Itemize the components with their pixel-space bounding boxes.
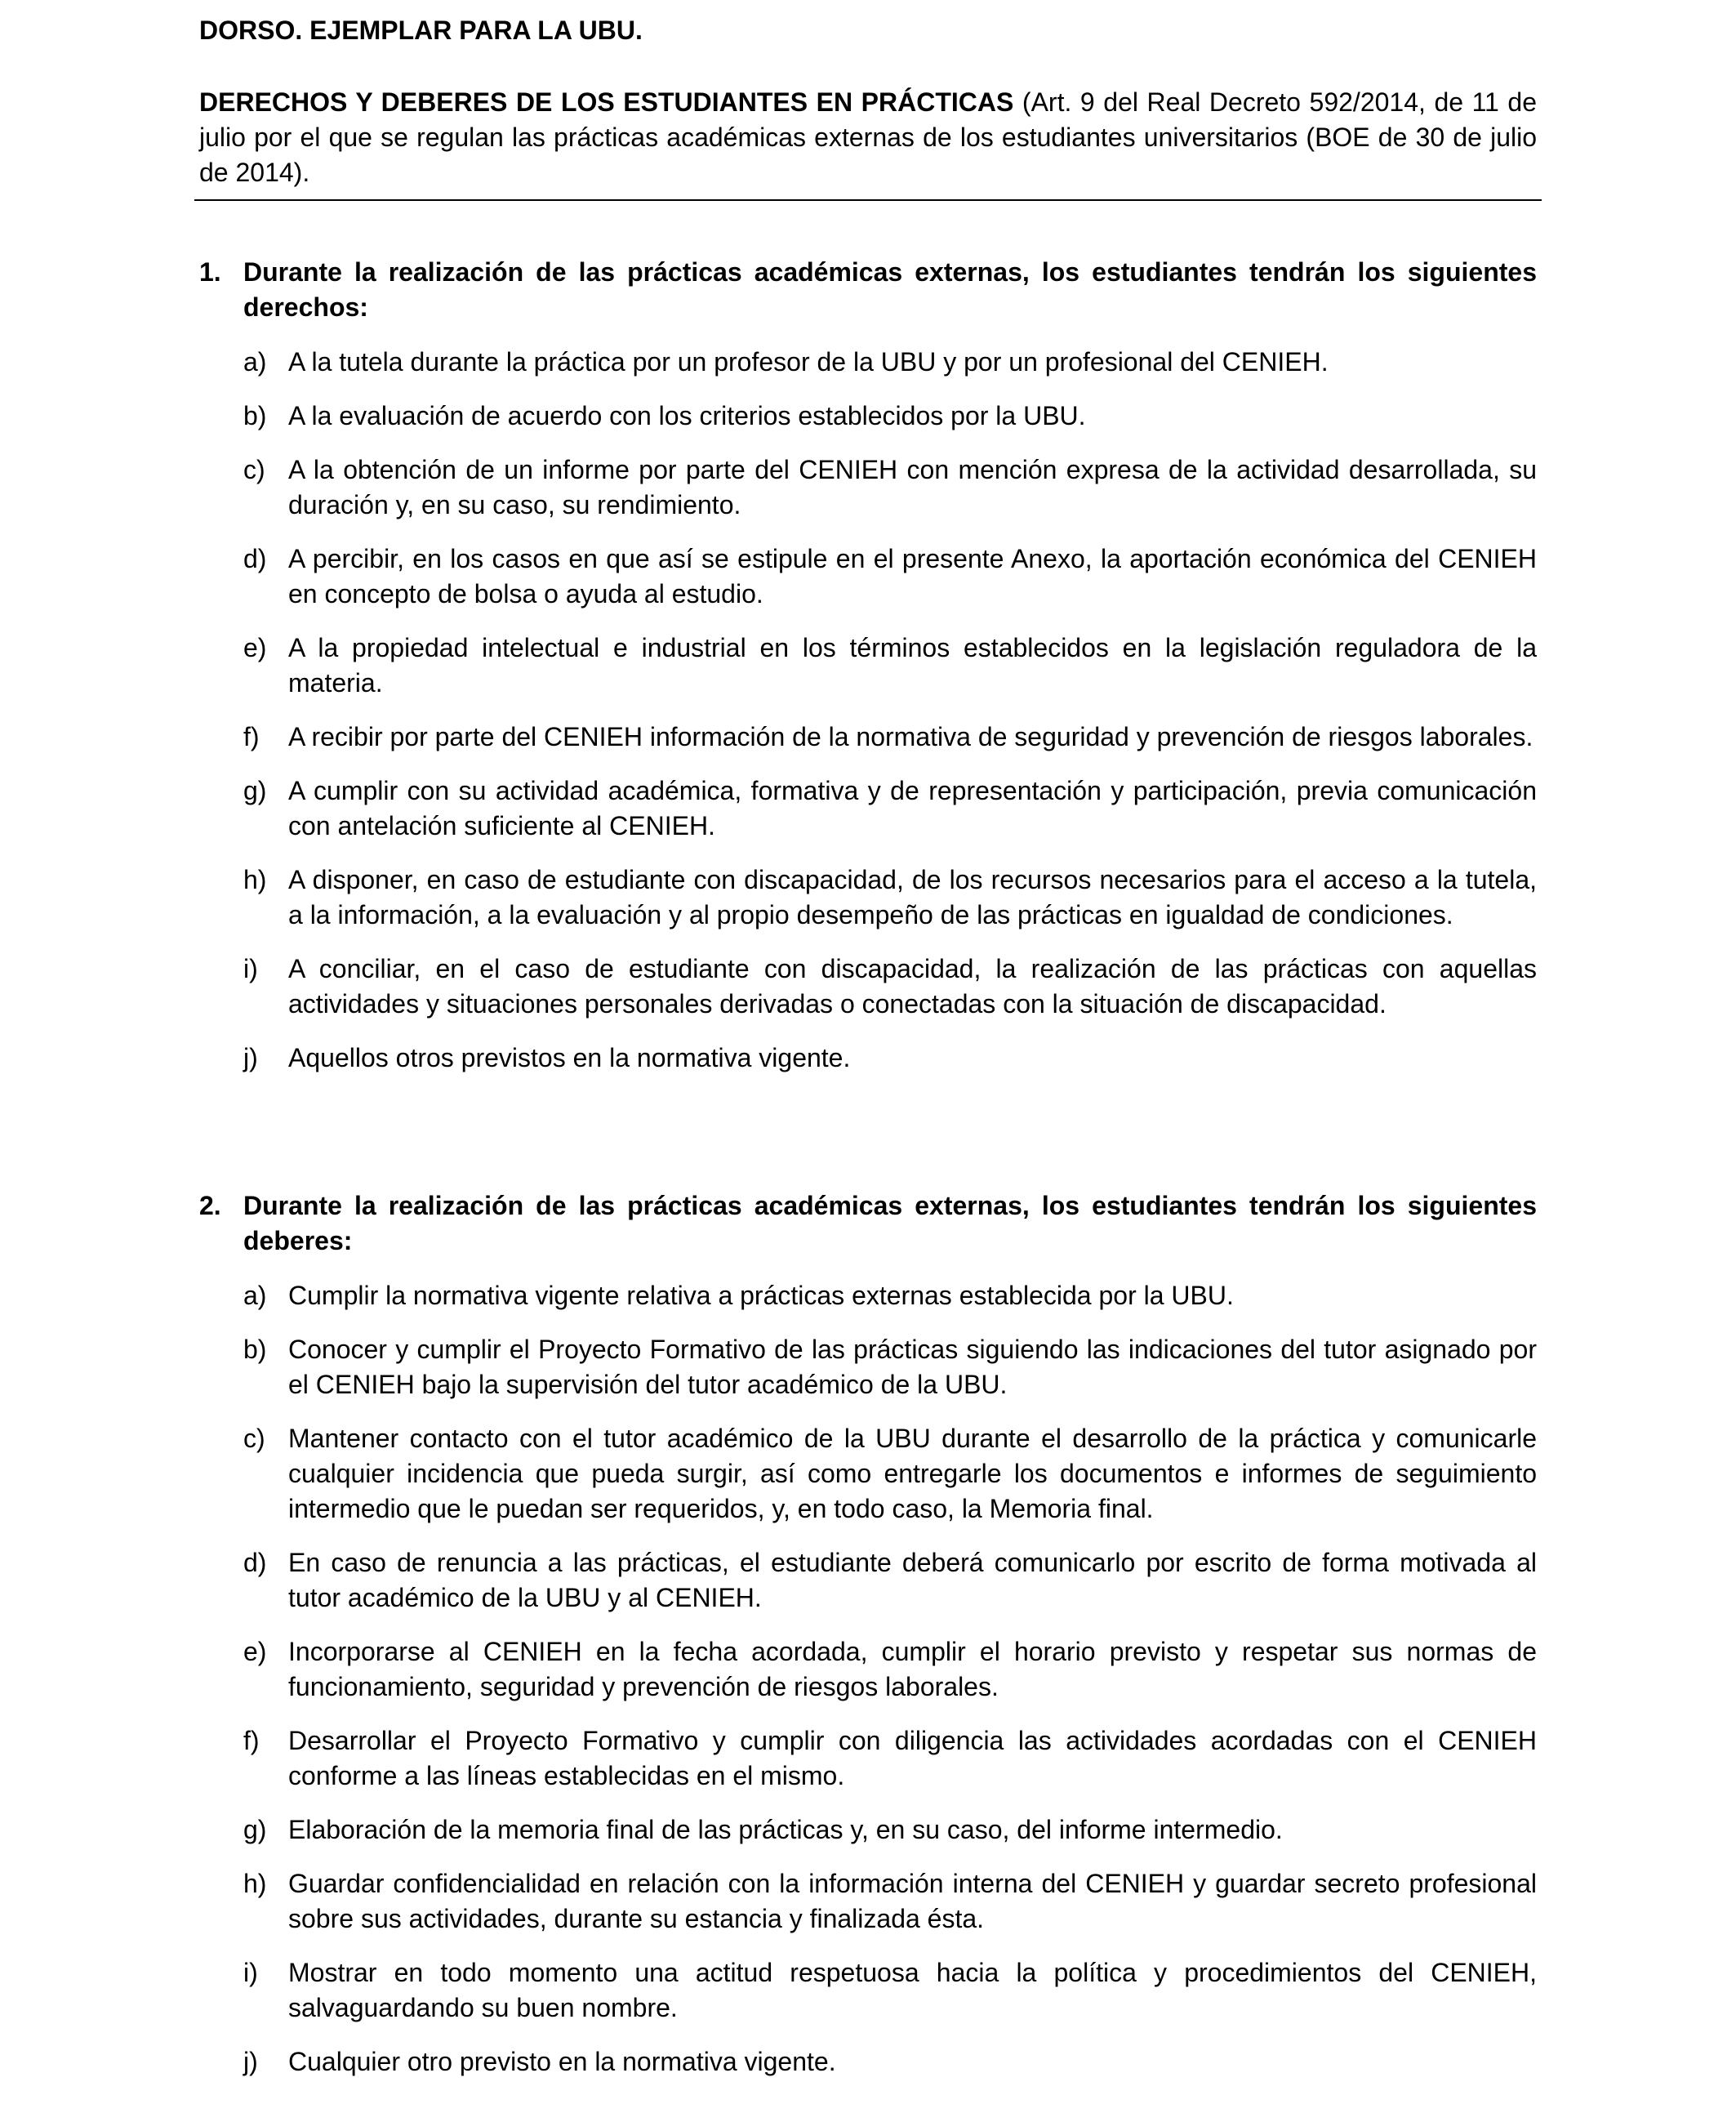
section-title-text: Durante la realización de las prácticas académicas externas, los estudiantes tendrán los siguientes deberes: xyxy=(243,1191,1537,1255)
item-letter: b) xyxy=(243,1335,267,1364)
rights-section xyxy=(199,255,1537,1094)
section-title xyxy=(199,1188,1537,1259)
list-item xyxy=(199,1866,1537,1937)
list-item xyxy=(199,1041,1537,1076)
list-item xyxy=(199,720,1537,755)
item-text: A disponer, en caso de estudiante con discapacidad, de los recursos necesarios para el acceso a la tutela, a la información, a la evaluación y al propio desempeño de las prácticas en igualdad de condiciones. xyxy=(288,865,1537,929)
item-text: Conocer y cumplir el Proyecto Formativo de las prácticas siguiendo las indicaciones del tutor asignado por el CENIEH bajo la supervisión del tutor académico de la UBU. xyxy=(288,1335,1537,1399)
item-letter: c) xyxy=(243,1424,265,1453)
section-number: 2. xyxy=(199,1191,221,1220)
item-letter: f) xyxy=(243,722,260,751)
list-item xyxy=(199,2044,1537,2080)
item-letter: c) xyxy=(243,455,265,484)
item-letter: j) xyxy=(243,1043,258,1072)
item-letter: g) xyxy=(243,1815,267,1844)
list-item xyxy=(199,1634,1537,1705)
list-item xyxy=(199,863,1537,933)
title-divider xyxy=(194,199,1542,201)
item-text: Cumplir la normativa vigente relativa a prácticas externas establecida por la UBU. xyxy=(288,1281,1234,1310)
list-item xyxy=(199,1955,1537,2026)
item-letter: g) xyxy=(243,776,267,805)
item-text: A conciliar, en el caso de estudiante con discapacidad, la realización de las prácticas con aquellas actividades y situaciones personales derivadas o conectadas con la situación de discapacidad. xyxy=(288,954,1537,1019)
list-item xyxy=(199,1812,1537,1848)
item-text: Aquellos otros previstos en la normativa vigente. xyxy=(288,1043,851,1072)
document-title-reference: (Art. 9 del Real Decreto 592/2014, de 11 de julio por el que se regulan las prácticas académicas externas de los estudiantes universitarios (BOE de 30 de julio de 2014). xyxy=(199,87,1538,187)
item-letter: a) xyxy=(243,1281,267,1310)
list-item xyxy=(199,542,1537,612)
list-item xyxy=(199,773,1537,844)
item-text: A la propiedad intelectual e industrial en los términos establecidos en la legislación reguladora de la materia. xyxy=(288,633,1537,698)
list-item xyxy=(199,1421,1537,1527)
list-item xyxy=(199,952,1537,1022)
list-item xyxy=(199,345,1537,380)
item-letter: i) xyxy=(243,954,258,983)
list-item xyxy=(199,1278,1537,1313)
list-item xyxy=(199,1723,1537,1794)
section-number: 1. xyxy=(199,257,221,287)
rights-list xyxy=(199,345,1537,1076)
document-title-bold: DERECHOS Y DEBERES DE LOS ESTUDIANTES EN PRÁCTICAS xyxy=(199,87,1014,117)
item-text: En caso de renuncia a las prácticas, el estudiante deberá comunicarlo por escrito de forma motivada al tutor académico de la UBU y al CENIEH. xyxy=(288,1548,1537,1612)
item-text: A la tutela durante la práctica por un profesor de la UBU y por un profesional del CENIEH. xyxy=(288,347,1329,377)
list-item xyxy=(199,1545,1537,1616)
item-letter: h) xyxy=(243,1869,267,1898)
list-item xyxy=(199,631,1537,701)
section-title xyxy=(199,255,1537,325)
item-text: A la obtención de un informe por parte del CENIEH con mención expresa de la actividad desarrollada, su duración y, en su caso, su rendimiento. xyxy=(288,455,1537,519)
item-letter: e) xyxy=(243,633,267,662)
item-letter: f) xyxy=(243,1726,260,1755)
item-text: Mantener contacto con el tutor académico de la UBU durante el desarrollo de la práctica y comunicarle cualquier incidencia que pueda surgir, así como entregarle los documentos e informes de seguimiento intermedio que le puedan ser requeridos, y, en todo caso, la Memoria final. xyxy=(288,1424,1537,1523)
duties-list xyxy=(199,1278,1537,2080)
section-title-text: Durante la realización de las prácticas académicas externas, los estudiantes tendrán los siguientes derechos: xyxy=(243,257,1537,322)
item-text: Elaboración de la memoria final de las prácticas y, en su caso, del informe intermedio. xyxy=(288,1815,1283,1844)
item-letter: e) xyxy=(243,1637,267,1666)
item-letter: j) xyxy=(243,2047,258,2076)
item-letter: a) xyxy=(243,347,267,377)
item-text: Guardar confidencialidad en relación con la información interna del CENIEH y guardar secreto profesional sobre sus actividades, durante su estancia y finalizada ésta. xyxy=(288,1869,1537,1933)
list-item xyxy=(199,399,1537,434)
item-text: Cualquier otro previsto en la normativa vigente. xyxy=(288,2047,836,2076)
item-text: A la evaluación de acuerdo con los criterios establecidos por la UBU. xyxy=(288,401,1086,430)
duties-section xyxy=(199,1188,1537,2098)
item-letter: d) xyxy=(243,544,267,573)
item-letter: d) xyxy=(243,1548,267,1577)
item-letter: b) xyxy=(243,401,267,430)
item-text: A percibir, en los casos en que así se estipule en el presente Anexo, la aportación económica del CENIEH en concepto de bolsa o ayuda al estudio. xyxy=(288,544,1537,608)
item-text: Desarrollar el Proyecto Formativo y cumplir con diligencia las actividades acordadas con el CENIEH conforme a las líneas establecidas en el mismo. xyxy=(288,1726,1537,1790)
copy-label: DORSO. EJEMPLAR PARA LA UBU. xyxy=(199,16,643,45)
item-letter: h) xyxy=(243,865,267,894)
item-letter: i) xyxy=(243,1958,258,1987)
item-text: A cumplir con su actividad académica, formativa y de representación y participación, previa comunicación con antelación suficiente al CENIEH. xyxy=(288,776,1537,840)
list-item xyxy=(199,452,1537,523)
item-text: Incorporarse al CENIEH en la fecha acordada, cumplir el horario previsto y respetar sus normas de funcionamiento, seguridad y prevención de riesgos laborales. xyxy=(288,1637,1537,1701)
list-item xyxy=(199,1332,1537,1402)
item-text: A recibir por parte del CENIEH información de la normativa de seguridad y prevención de riesgos laborales. xyxy=(288,722,1533,751)
item-text: Mostrar en todo momento una actitud respetuosa hacia la política y procedimientos del CENIEH, salvaguardando su buen nombre. xyxy=(288,1958,1537,2022)
document-title xyxy=(199,85,1537,190)
